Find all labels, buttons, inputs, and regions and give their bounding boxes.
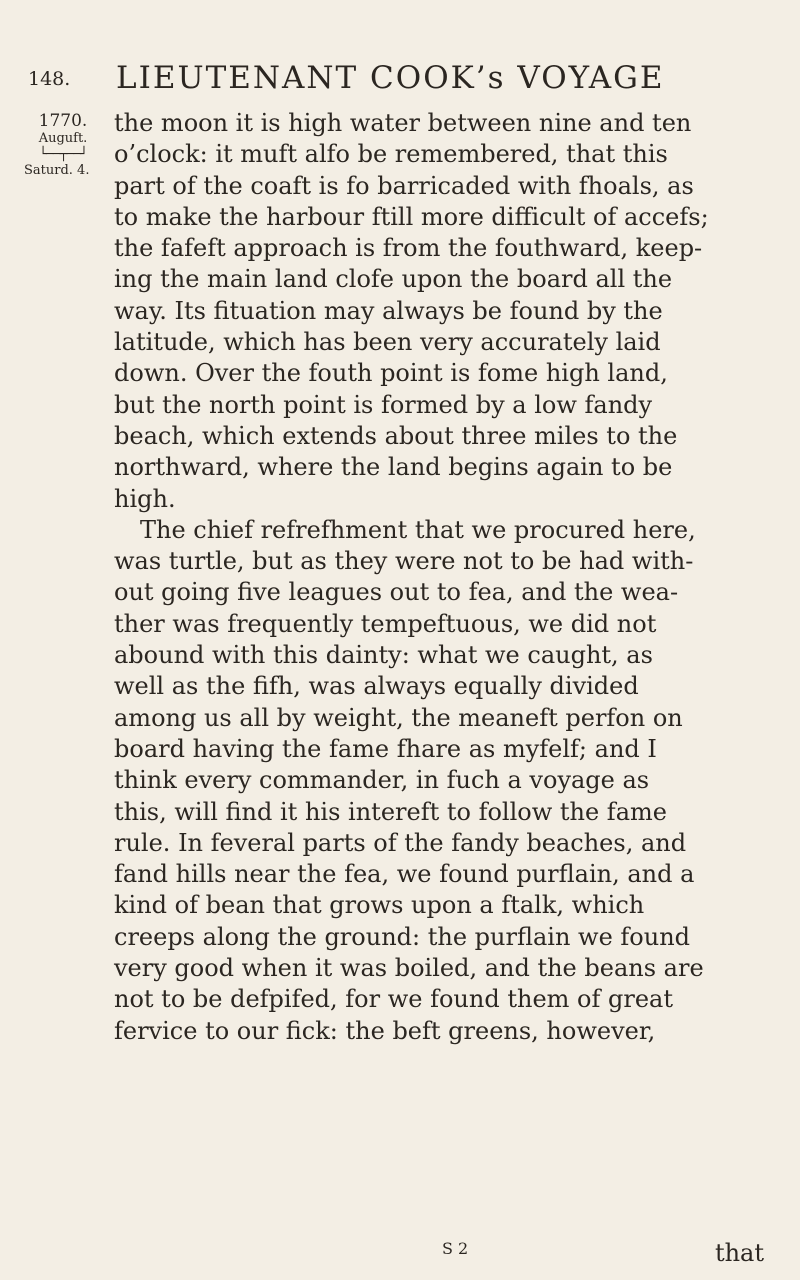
text-line: northward, where the land begins again to be [114,453,673,482]
margin-month: Auguft. [38,131,88,146]
text-line: very good when it was boiled, and the beans are [114,954,704,983]
text-line: board having the fame fhare as myfelf; and I [114,734,657,763]
text-line: out going five leagues out to fea, and the wea- [114,578,679,607]
text-line: but the north point is formed by a low fandy [114,390,653,419]
text-line: o’clock: it muft alfo be remembered, that this [114,140,668,169]
margin-year: 1770. [38,111,88,131]
text-line: the fafeft approach is from the fouthward, keep- [114,234,703,263]
text-line: not to be defpifed, for we found them of great [114,985,673,1014]
text-line: the moon it is high water between nine and ten [114,109,692,137]
text-line: well as the fifh, was always equally divided [114,672,639,701]
text-line: down. Over the fouth point is fome high land, [114,359,668,388]
text-line: creeps along the ground: the purflain we found [114,922,691,951]
text-line: this, will find it his intereft to follow the fame [114,797,667,826]
body-text [114,108,768,1047]
text-line: think every commander, in fuch a voyage as [114,766,650,795]
signature-mark: S 2 [442,1239,469,1258]
text-line: fand hills near the fea, we found purflain, and a [114,860,695,889]
text-line: rule. In feveral parts of the fandy beaches, and [114,828,687,857]
page-number: 148. [28,68,71,90]
text-line: latitude, which has been very accurately laid [114,328,661,357]
text-line: among us all by weight, the meaneft perfon on [114,703,683,732]
text-line: to make the harbour ftill more difficult of accefs; [114,202,709,231]
page-footer [0,1239,800,1269]
running-head: LIEUTENANT COOK’s VOYAGE [116,60,665,96]
text-line: ther was frequently tempeftuous, we did not [114,609,657,638]
text-line: high. [114,484,176,513]
text-line: kind of bean that grows upon a ftalk, which [114,891,645,920]
text-line: fervice to our fick: the beft greens, however, [114,1016,656,1045]
margin-date-note [22,112,104,180]
margin-day: Saturd. 4. [24,163,90,178]
paragraph-start-line: The chief refrefhment that we procured here, [140,515,696,544]
catchword: that [714,1239,764,1267]
margin-brace: └──┬──┘ [39,147,87,162]
text-line: was turtle, but as they were not to be had with- [114,547,694,576]
text-line: ing the main land clofe upon the board all the [114,265,673,294]
text-line: way. Its fituation may always be found by the [114,296,663,325]
text-line: beach, which extends about three miles to the [114,421,678,450]
text-line: abound with this dainty: what we caught, as [114,641,653,670]
text-line: part of the coaft is fo barricaded with fhoals, as [114,171,694,200]
